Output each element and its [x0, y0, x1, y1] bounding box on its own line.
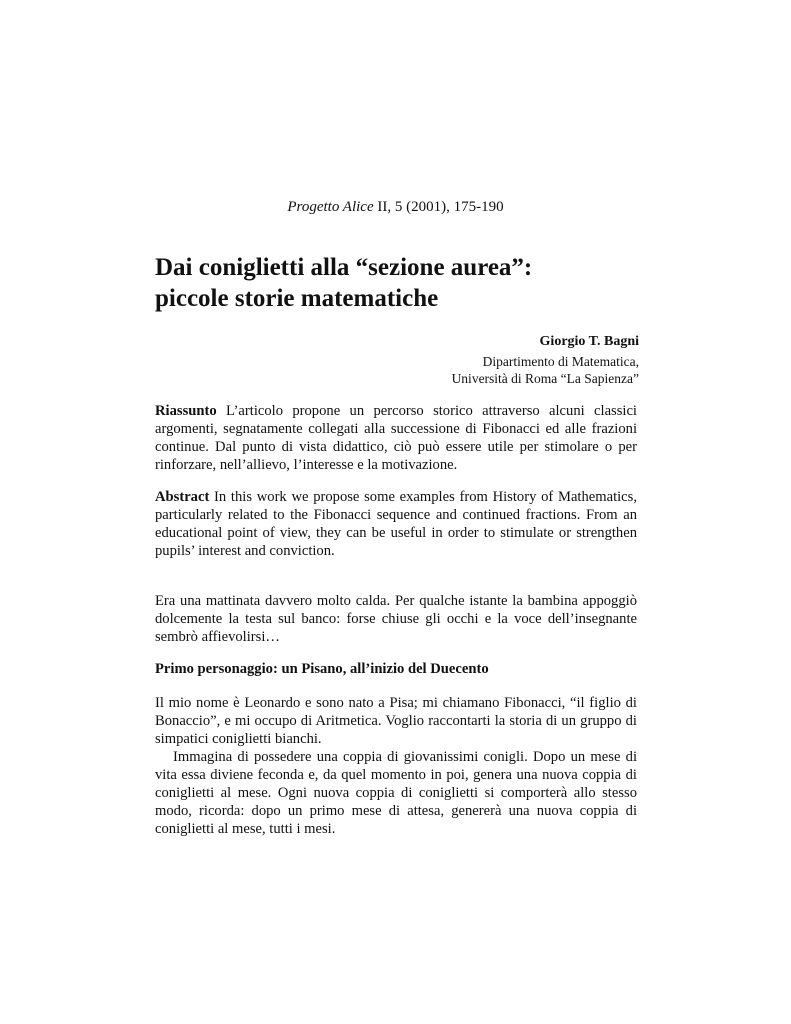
journal-name: Progetto Alice	[287, 199, 374, 215]
journal-volume: II, 5 (2001), 175-190	[373, 199, 504, 215]
riassunto-label: Riassunto	[155, 403, 217, 419]
paper-title	[155, 252, 655, 314]
abstract-paragraph	[155, 488, 637, 560]
intro-paragraph: Era una mattinata davvero molto calda. Per qualche istante la bambina appoggiò dolcemente la testa sul banco: forse chiuse gli occhi e la voce dell’insegnante sembrò affievolirsi…	[155, 593, 637, 645]
author-department: Dipartimento di Matematica,	[482, 354, 639, 369]
abstract-text: In this work we propose some examples from History of Mathematics, particularly related to the Fibonacci sequence and continued fractions. From an educational point of view, they can be useful in order to stimulate or strengthen pupils’ interest and conviction.	[155, 489, 637, 559]
journal-reference	[0, 199, 791, 216]
riassunto-paragraph	[155, 402, 637, 474]
riassunto-text: L’articolo propone un percorso storico attraverso alcuni classici argomenti, segnatamente collegati alla successione di Fibonacci ed alle frazioni continue. Dal punto di vista didattico, ciò può essere utile per stimolare o per rinforzare, nell’allievo, l’interesse e la motivazione.	[155, 403, 637, 473]
section-heading: Primo personaggio: un Pisano, all’inizio del Duecento	[155, 661, 489, 677]
author-name: Giorgio T. Bagni	[539, 334, 639, 349]
author-university: Università di Roma “La Sapienza”	[451, 371, 639, 386]
title-line-2: piccole storie matematiche	[155, 285, 439, 312]
title-line-1: Dai coniglietti alla “sezione aurea”:	[155, 254, 533, 281]
author-block	[452, 333, 639, 387]
body-paragraph-2: Immagina di possedere una coppia di giovanissimi conigli. Dopo un mese di vita essa diviene feconda e, da quel momento in poi, genera una nuova coppia di coniglietti al mese. Ogni nuova coppia di coniglietti si comporterà allo stesso modo, ricorda: dopo un primo mese di attesa, genererà una nuova coppia di coniglietti al mese, tutti i mesi.	[155, 749, 637, 837]
abstract-label: Abstract	[155, 489, 210, 505]
body-paragraph-1: Il mio nome è Leonardo e sono nato a Pisa; mi chiamano Fibonacci, “il figlio di Bonaccio”, e mi occupo di Aritmetica. Voglio raccontarti la storia di un gruppo di simpatici coniglietti bianchi.	[155, 695, 637, 747]
